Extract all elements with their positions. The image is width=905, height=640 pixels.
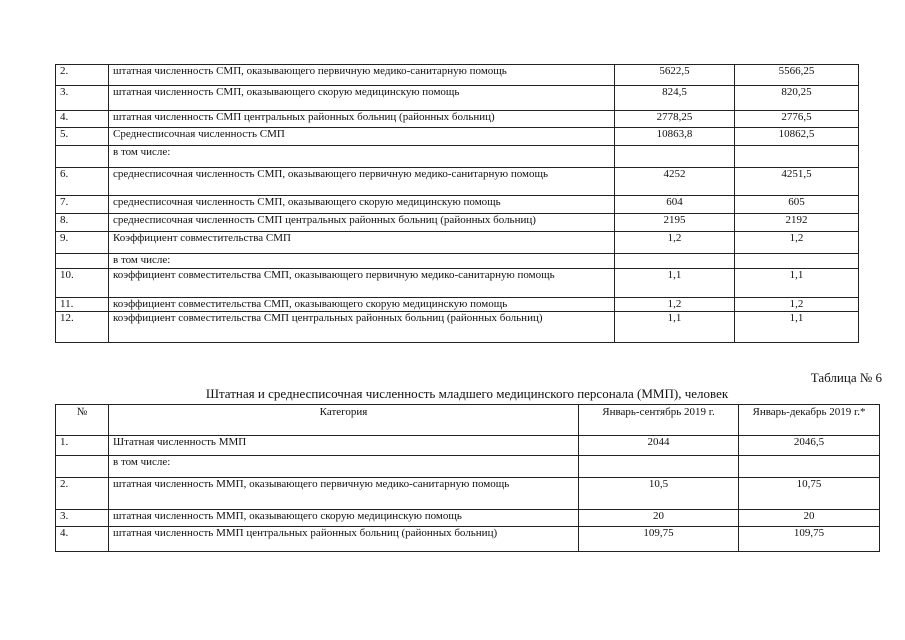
table-row xyxy=(56,146,859,168)
row-value-sep: 10,5 xyxy=(579,478,739,510)
row-number xyxy=(56,146,109,168)
row-category: в том числе: xyxy=(109,254,615,269)
table-row xyxy=(56,232,859,254)
row-category: коэффициент совместительства СМП, оказывающего первичную медико-санитарную помощь xyxy=(109,269,615,298)
table-row xyxy=(56,527,880,552)
table-row xyxy=(56,254,859,269)
row-category: среднесписочная численность СМП, оказывающего скорую медицинскую помощь xyxy=(109,196,615,214)
table-number: Таблица № 6 xyxy=(810,370,882,385)
row-category: среднесписочная численность СМП центральных районных больниц (районных больниц) xyxy=(109,214,615,232)
table-row xyxy=(56,269,859,298)
row-number: 1. xyxy=(56,436,109,456)
row-value-dec: 1,1 xyxy=(735,312,859,343)
row-category: Коэффициент совместительства СМП xyxy=(109,232,615,254)
row-number: 4. xyxy=(56,111,109,128)
row-number xyxy=(56,254,109,269)
table-row xyxy=(56,65,859,86)
table-title: Штатная и среднесписочная численность младшего медицинского персонала (ММП), человек xyxy=(205,386,729,401)
row-value-dec: 2192 xyxy=(735,214,859,232)
row-category: в том числе: xyxy=(109,146,615,168)
header-jan-sep: Январь-сентябрь 2019 г. xyxy=(579,405,739,436)
table-row xyxy=(56,196,859,214)
row-number: 4. xyxy=(56,527,109,552)
row-value-sep: 4252 xyxy=(615,168,735,196)
row-value-dec: 2776,5 xyxy=(735,111,859,128)
row-category: Среднесписочная численность СМП xyxy=(109,128,615,146)
table-row xyxy=(56,510,880,527)
table-row xyxy=(56,436,880,456)
row-value-dec: 1,2 xyxy=(735,298,859,312)
row-number xyxy=(56,456,109,478)
header-jan-dec: Январь-декабрь 2019 г.* xyxy=(739,405,880,436)
row-number: 2. xyxy=(56,478,109,510)
row-number: 8. xyxy=(56,214,109,232)
row-value-sep: 1,1 xyxy=(615,269,735,298)
row-value-sep: 2044 xyxy=(579,436,739,456)
row-value-dec: 109,75 xyxy=(739,527,880,552)
row-category: штатная численность ММП, оказывающего первичную медико-санитарную помощь xyxy=(109,478,579,510)
row-value-sep: 1,2 xyxy=(615,298,735,312)
row-value-sep xyxy=(615,254,735,269)
row-number: 3. xyxy=(56,86,109,111)
row-number: 5. xyxy=(56,128,109,146)
header-number: № xyxy=(56,405,109,436)
row-value-dec: 1,2 xyxy=(735,232,859,254)
row-value-dec: 2046,5 xyxy=(739,436,880,456)
row-number: 7. xyxy=(56,196,109,214)
row-value-sep: 824,5 xyxy=(615,86,735,111)
row-value-sep xyxy=(579,456,739,478)
row-value-dec xyxy=(739,456,880,478)
row-category: среднесписочная численность СМП, оказывающего первичную медико-санитарную помощь xyxy=(109,168,615,196)
row-value-sep xyxy=(615,146,735,168)
row-category: штатная численность СМП, оказывающего скорую медицинскую помощь xyxy=(109,86,615,111)
row-number: 9. xyxy=(56,232,109,254)
table-row xyxy=(56,312,859,343)
row-number: 2. xyxy=(56,65,109,86)
row-category: коэффициент совместительства СМП центральных районных больниц (районных больниц) xyxy=(109,312,615,343)
table-row xyxy=(56,214,859,232)
row-number: 3. xyxy=(56,510,109,527)
table-row xyxy=(56,111,859,128)
row-category: Штатная численность ММП xyxy=(109,436,579,456)
row-value-sep: 604 xyxy=(615,196,735,214)
row-value-dec: 10862,5 xyxy=(735,128,859,146)
row-category: штатная численность СМП, оказывающего первичную медико-санитарную помощь xyxy=(109,65,615,86)
smp-staffing-table xyxy=(55,64,859,343)
row-value-sep: 1,2 xyxy=(615,232,735,254)
row-value-dec: 1,1 xyxy=(735,269,859,298)
table-row xyxy=(56,128,859,146)
mmp-staffing-table xyxy=(55,404,880,552)
row-value-sep: 20 xyxy=(579,510,739,527)
header-category: Категория xyxy=(109,405,579,436)
row-value-sep: 2195 xyxy=(615,214,735,232)
row-value-dec: 5566,25 xyxy=(735,65,859,86)
row-value-dec xyxy=(735,254,859,269)
row-value-dec: 820,25 xyxy=(735,86,859,111)
row-number: 6. xyxy=(56,168,109,196)
row-value-dec xyxy=(735,146,859,168)
table-row xyxy=(56,168,859,196)
row-value-sep: 5622,5 xyxy=(615,65,735,86)
row-number: 10. xyxy=(56,269,109,298)
row-category: в том числе: xyxy=(109,456,579,478)
row-number: 12. xyxy=(56,312,109,343)
row-value-dec: 20 xyxy=(739,510,880,527)
row-category: коэффициент совместительства СМП, оказывающего скорую медицинскую помощь xyxy=(109,298,615,312)
row-value-sep: 1,1 xyxy=(615,312,735,343)
row-value-sep: 10863,8 xyxy=(615,128,735,146)
row-category: штатная численность СМП центральных районных больниц (районных больниц) xyxy=(109,111,615,128)
row-value-dec: 605 xyxy=(735,196,859,214)
row-category: штатная численность ММП центральных районных больниц (районных больниц) xyxy=(109,527,579,552)
table-row xyxy=(56,298,859,312)
row-value-sep: 2778,25 xyxy=(615,111,735,128)
row-value-sep: 109,75 xyxy=(579,527,739,552)
row-value-dec: 4251,5 xyxy=(735,168,859,196)
table-row xyxy=(56,478,880,510)
table-header-row xyxy=(56,405,880,436)
table-row xyxy=(56,86,859,111)
table-row xyxy=(56,456,880,478)
row-value-dec: 10,75 xyxy=(739,478,880,510)
row-number: 11. xyxy=(56,298,109,312)
row-category: штатная численность ММП, оказывающего скорую медицинскую помощь xyxy=(109,510,579,527)
